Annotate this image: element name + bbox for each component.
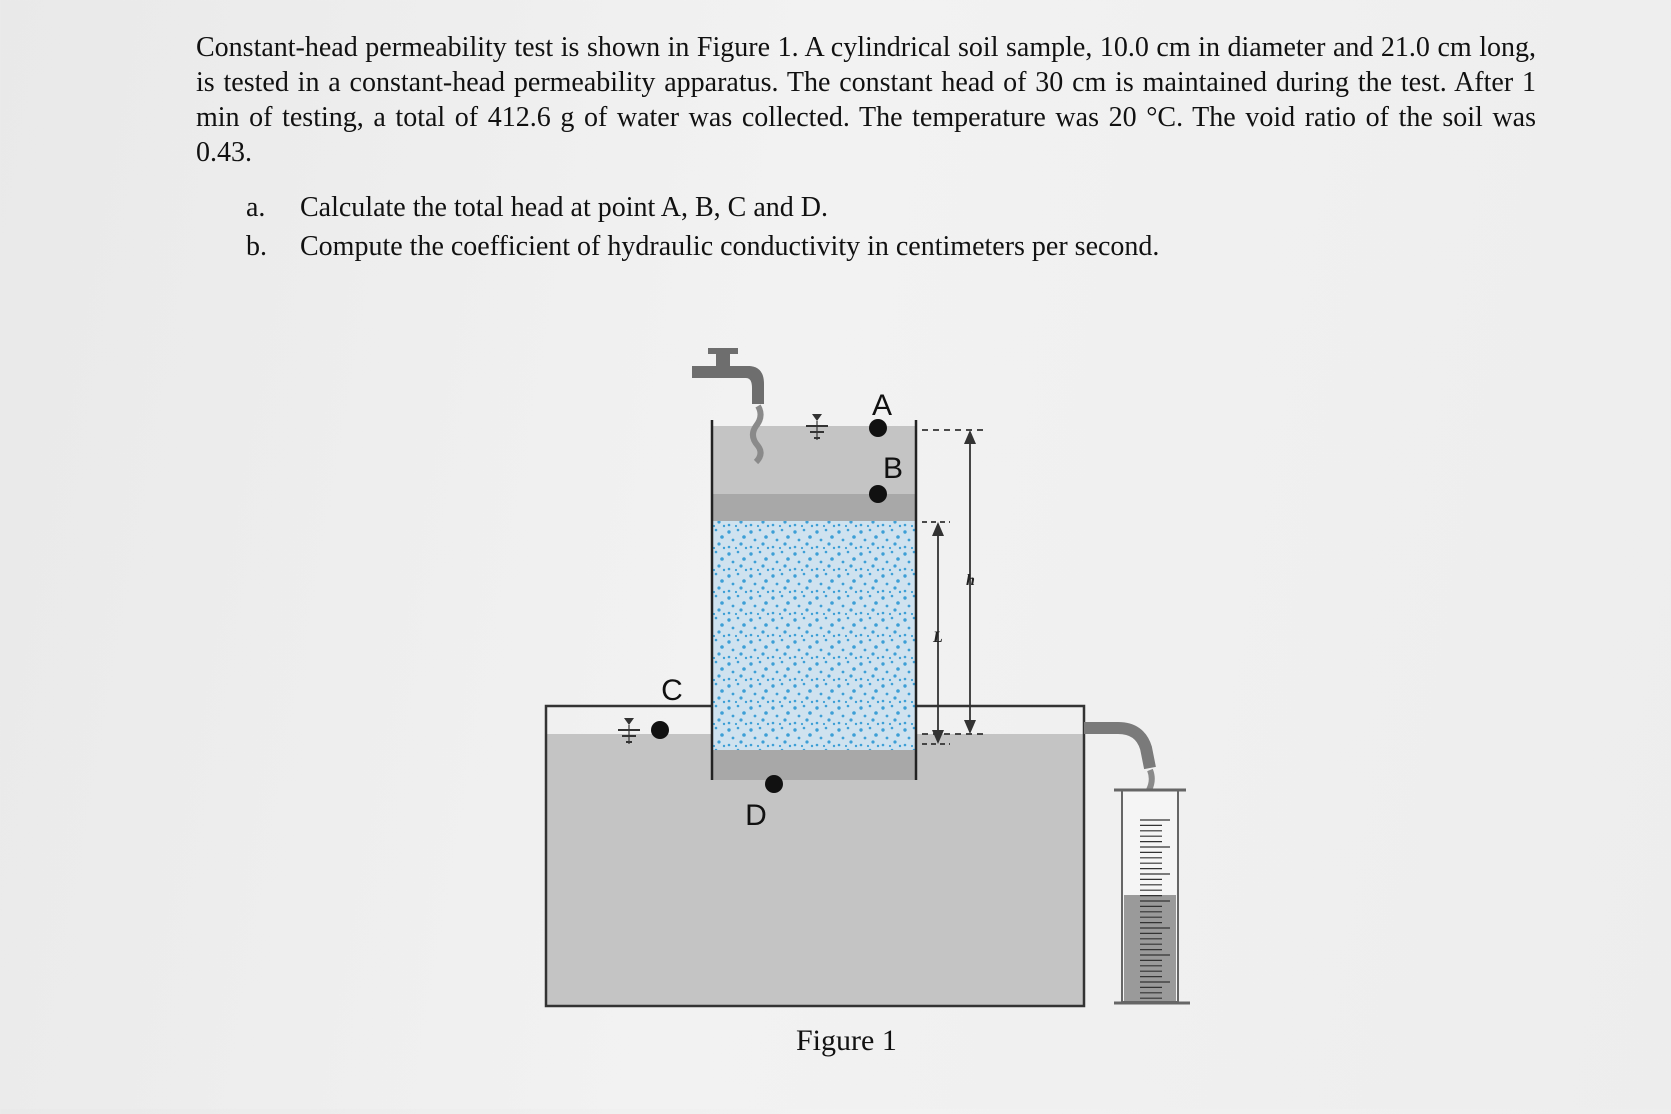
- problem-statement: Constant-head permeability test is shown in Figure 1. A cylindrical soil sample, 10.0 cm in diameter and 21.0 cm long, is tested in a constant-head permeability apparatus. The constant head of 30 cm is maintained during the test. After 1 min of testing, a total of 412.6 g of water was collected. The temperature was 20 °C. The void ratio of the soil was 0.43.: [196, 32, 1536, 168]
- point-a-label: A: [871, 389, 893, 422]
- point-b-marker: [869, 485, 887, 503]
- head-dimension: [922, 430, 988, 734]
- overflow-pipe: [1084, 728, 1150, 768]
- point-d-label: D: [745, 799, 767, 832]
- task-marker: b.: [246, 231, 267, 262]
- point-c-marker: [651, 721, 669, 739]
- task-text: Calculate the total head at point A, B, C and D.: [300, 192, 828, 223]
- bottom-filter: [712, 750, 916, 780]
- head-label: h: [966, 572, 975, 589]
- figure-caption: Figure 1: [796, 1024, 897, 1057]
- length-label: L: [933, 629, 943, 646]
- soil-sample: [712, 521, 916, 750]
- point-c-label: C: [661, 674, 683, 707]
- task-marker: a.: [246, 192, 266, 223]
- task-text: Compute the coefficient of hydraulic conductivity in centimeters per second.: [300, 231, 1160, 262]
- point-d-marker: [765, 775, 783, 793]
- point-b-label: B: [882, 452, 904, 485]
- collected-water: [1124, 895, 1176, 1001]
- faucet: [692, 348, 764, 404]
